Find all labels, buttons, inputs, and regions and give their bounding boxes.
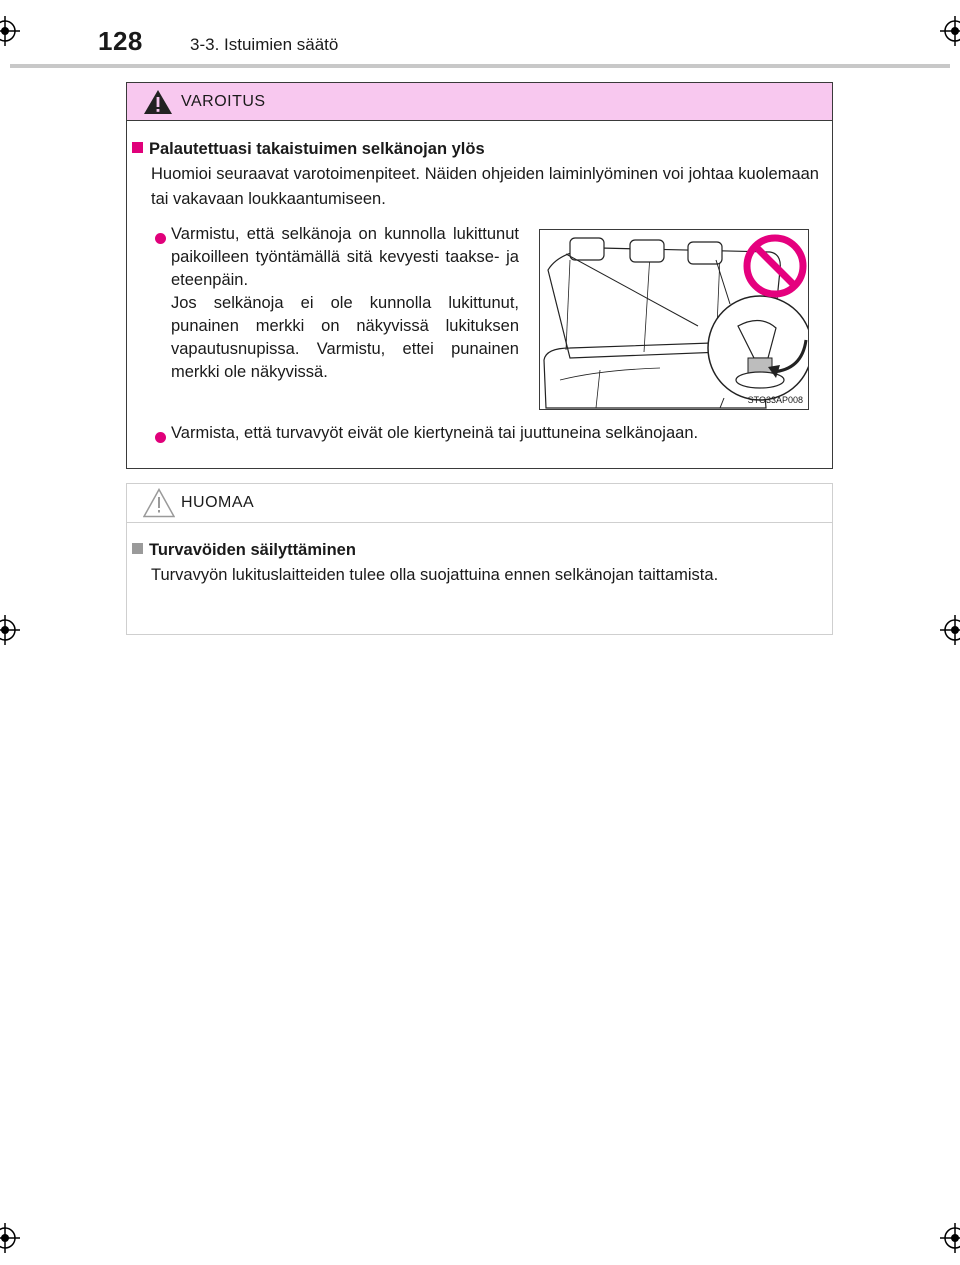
bullet-2-text: Varmista, että turvavyöt eivät ole kiertyneinä tai juuttuneina selkänojaan. — [171, 424, 699, 442]
registration-mark-icon — [940, 615, 960, 645]
registration-mark-icon — [940, 1223, 960, 1253]
heading-square-icon — [132, 142, 143, 153]
bullet-1-main: Varmistu, että selkänoja on kunnolla lukittunut paikoilleen työntämällä sitä kevyesti taakse- ja eteenpäin. — [171, 225, 519, 289]
registration-mark-icon — [0, 16, 20, 46]
warning-box — [126, 82, 833, 469]
heading-square-icon — [132, 543, 143, 554]
notice-label: HUOMAA — [181, 494, 255, 511]
warning-header — [127, 83, 832, 121]
registration-mark-icon — [0, 615, 20, 645]
warning-intro: Huomioi seuraavat varotoimenpiteet. Näiden ohjeiden laiminlyöminen voi johtaa kuolemaan tai vakavaan loukkaantumiseen. — [151, 165, 819, 208]
warning-heading — [132, 140, 485, 159]
bullet-1-continued: Jos selkänoja ei ole kunnolla lukittunut, punainen merkki on näkyvissä lukituksen vapautusnupissa. Varmistu, ettei punainen merkki ole näkyvissä. — [171, 294, 519, 381]
notice-header — [127, 484, 832, 523]
header-rule — [10, 64, 950, 68]
bullet-dot-icon — [155, 432, 166, 443]
notice-box — [126, 483, 833, 635]
page-number: 128 — [98, 26, 143, 56]
figure-code: STO33AP008 — [747, 395, 803, 405]
warning-label: VAROITUS — [181, 93, 266, 110]
warning-heading-text: Palautettuasi takaistuimen selkänojan ylös — [149, 140, 485, 158]
notice-text: Turvavyön lukituslaitteiden tulee olla suojattuina ennen selkänojan taittamista. — [151, 566, 719, 584]
caution-triangle-icon — [143, 488, 175, 523]
warning-triangle-icon — [143, 89, 173, 120]
bullet-1-text — [171, 223, 519, 384]
seat-illustration — [539, 229, 809, 410]
notice-heading-text: Turvavöiden säilyttäminen — [149, 541, 356, 559]
registration-mark-icon — [0, 1223, 20, 1253]
notice-heading — [132, 541, 356, 560]
section-title: 3-3. Istuimien säätö — [190, 35, 339, 54]
bullet-dot-icon — [155, 233, 166, 244]
registration-mark-icon — [940, 16, 960, 46]
